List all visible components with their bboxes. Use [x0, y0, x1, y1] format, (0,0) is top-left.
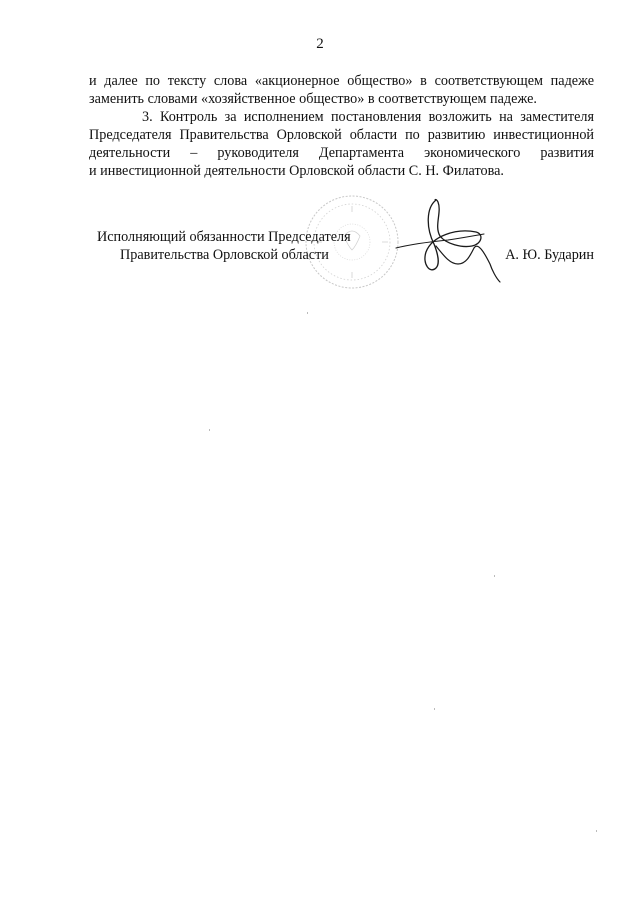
handwritten-signature — [392, 186, 522, 286]
paragraph-1-line-2: заменить словами «хозяйственное общество» в соответствующем падеже. — [89, 91, 537, 107]
paragraph-3-line-3: деятельности – руководителя Департамента экономического развития — [89, 145, 594, 161]
paragraph-3-line-2: Председателя Правительства Орловской области по развитию инвестиционной — [89, 127, 594, 143]
page-number: 2 — [316, 36, 324, 52]
paragraph-3 — [89, 108, 594, 180]
paragraph-1 — [89, 72, 594, 108]
scan-speck — [596, 830, 597, 832]
signatory-title — [97, 228, 351, 264]
paragraph-1-line-1: и далее по тексту слова «акционерное общество» в соответствующем падеже — [89, 73, 594, 89]
paragraph-3-line-4: и инвестиционной деятельности Орловской области С. Н. Филатова. — [89, 163, 504, 179]
signatory-title-line-2: Правительства Орловской области — [120, 247, 329, 263]
paragraph-3-line-1: 3. Контроль за исполнением постановления возложить на заместителя — [142, 109, 594, 125]
scan-speck — [307, 312, 308, 314]
scan-speck — [494, 575, 495, 577]
scan-speck — [209, 429, 210, 431]
signatory-name: А. Ю. Бударин — [505, 247, 594, 263]
signatory-title-line-1: Исполняющий обязанности Председателя — [97, 229, 351, 245]
scan-speck — [434, 708, 435, 710]
